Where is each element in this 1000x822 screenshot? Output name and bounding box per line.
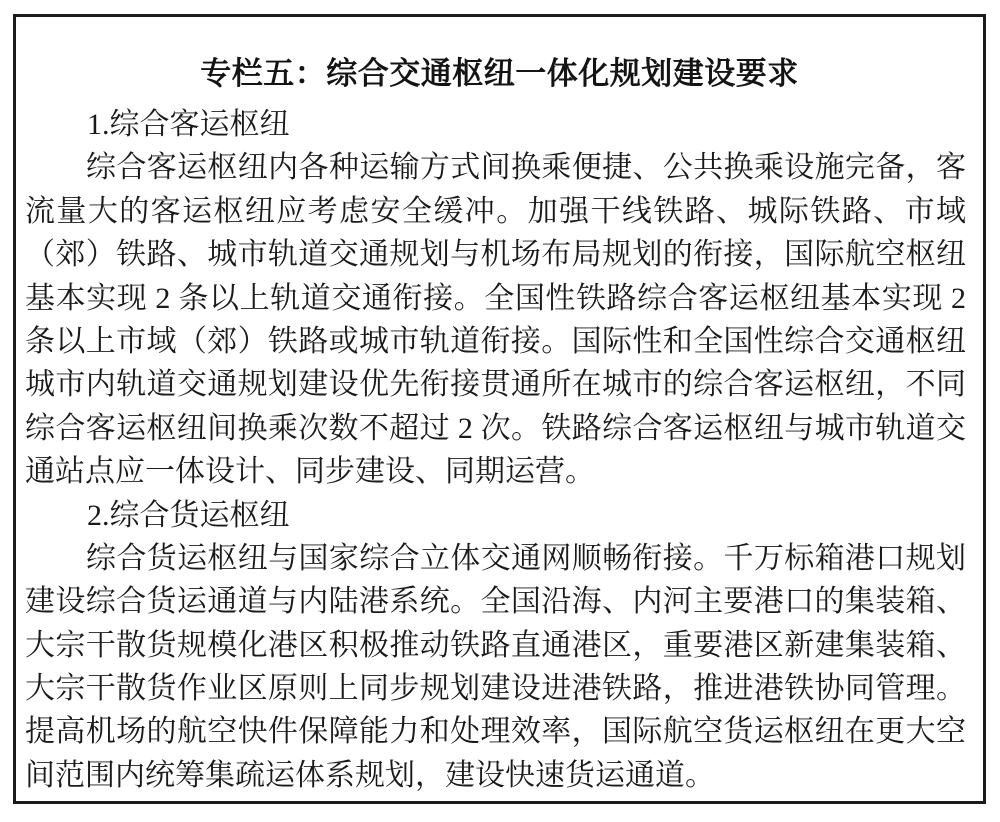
section-2-line: 大宗干散货规模化港区积极推动铁路直通港区，重要港区新建集装箱、	[25, 628, 966, 662]
panel-body	[25, 103, 966, 797]
section-2-line: 大宗干散货作业区原则上同步规划建设进港铁路，推进港铁协同管理。	[25, 672, 966, 706]
section-2-line: 综合货运枢纽与国家综合立体交通网顺畅衔接。千万标箱港口规划	[86, 541, 966, 575]
section-1-line: 条以上市域（郊）铁路或城市轨道衔接。国际性和全国性综合交通枢纽	[25, 324, 966, 358]
panel-box	[13, 14, 986, 804]
section-1-line: 综合客运枢纽内各种运输方式间换乘便捷、公共换乘设施完备，客	[86, 151, 966, 185]
section-2-line: 建设综合货运通道与内陆港系统。全国沿海、内河主要港口的集装箱、	[25, 585, 966, 619]
panel-title: 专栏五：综合交通枢纽一体化规划建设要求	[200, 56, 799, 91]
section-2-heading: 2.综合货运枢纽	[87, 498, 290, 532]
section-1-heading: 1.综合客运枢纽	[87, 108, 290, 141]
section-1-line: 流量大的客运枢纽应考虑安全缓冲。加强干线铁路、城际铁路、市域	[25, 194, 966, 228]
section-1-line: 基本实现 2 条以上轨道交通衔接。全国性铁路综合客运枢纽基本实现 2	[25, 281, 966, 315]
section-2-line: 提高机场的航空快件保障能力和处理效率，国际航空货运枢纽在更大空	[25, 715, 966, 749]
section-2-line: 间范围内统筹集疏运体系规划，建设快速货运通道。	[25, 758, 715, 792]
section-1-line: 通站点应一体设计、同步建设、同期运营。	[25, 455, 595, 489]
section-1-line: 综合客运枢纽间换乘次数不超过 2 次。铁路综合客运枢纽与城市轨道交	[25, 411, 966, 445]
section-1-line: 城市内轨道交通规划建设优先衔接贯通所在城市的综合客运枢纽，不同	[25, 368, 966, 402]
section-1-line: （郊）铁路、城市轨道交通规划与机场布局规划的衔接，国际航空枢纽	[25, 238, 966, 272]
